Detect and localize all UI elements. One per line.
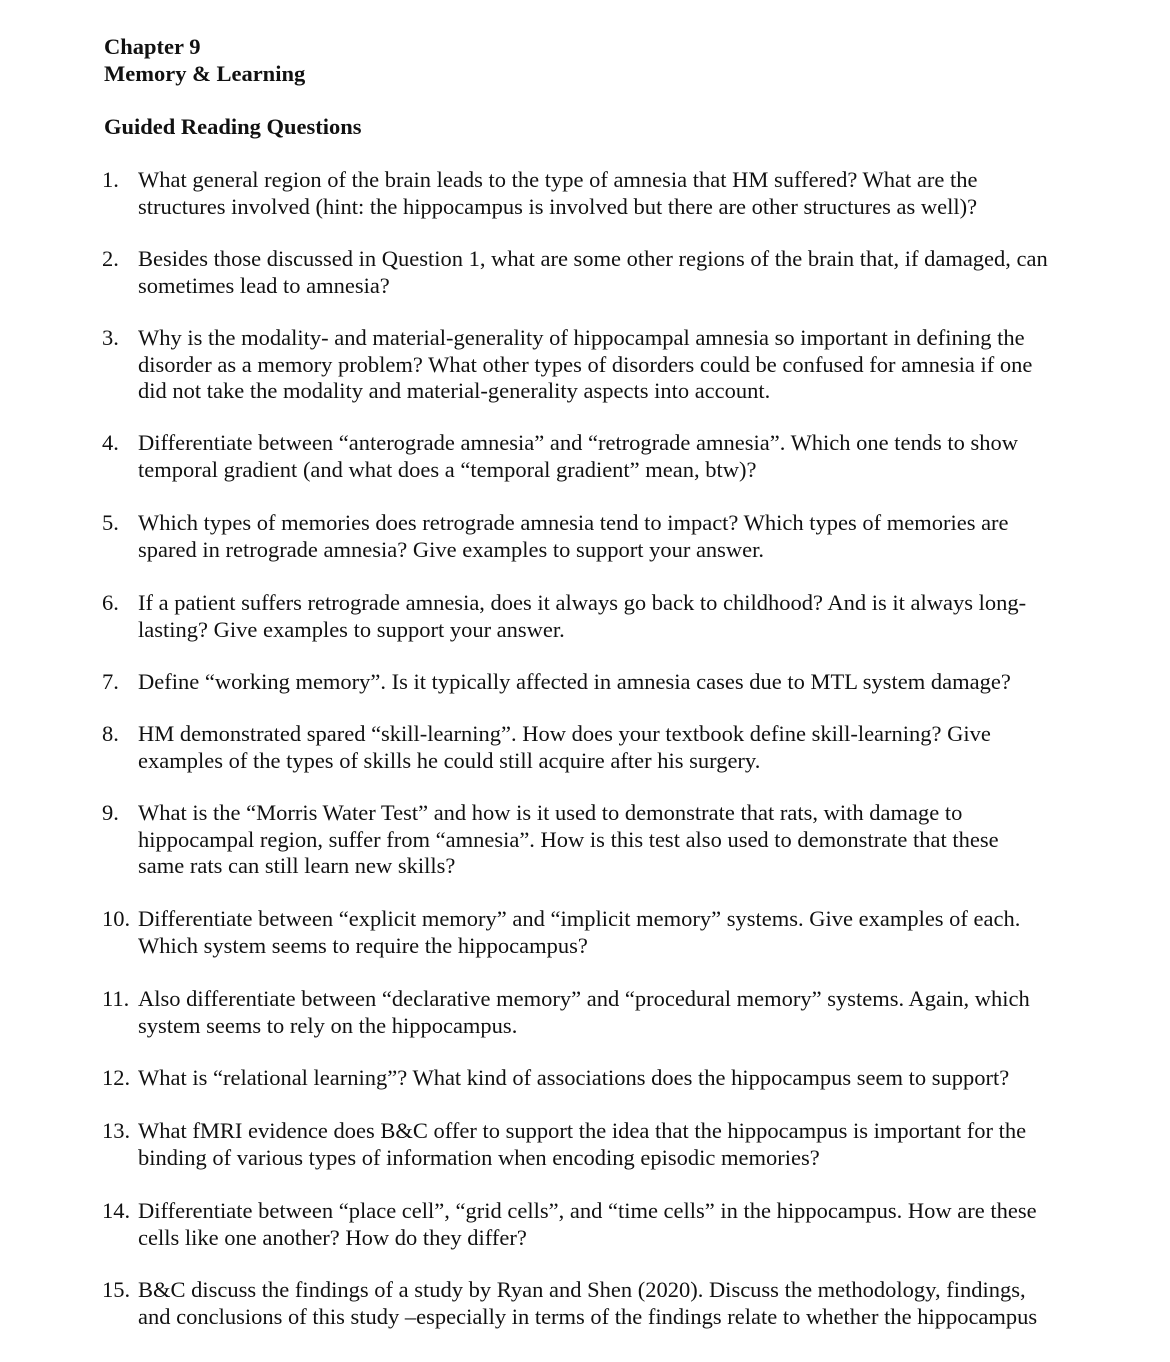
question-1: [102, 167, 1102, 220]
question-text-line: Define “working memory”. Is it typically affected in amnesia cases due to MTL system damage?: [138, 669, 1011, 694]
question-9: [102, 800, 1102, 880]
question-text-line: What is “relational learning”? What kind of associations does the hippocampus seem to support?: [138, 1065, 1010, 1090]
question-text-line: Differentiate between “anterograde amnesia” and “retrograde amnesia”. Which one tends to show: [138, 430, 1019, 455]
question-12: [102, 1065, 1102, 1092]
question-text-line: Differentiate between “place cell”, “grid cells”, and “time cells” in the hippocampus. How are these: [138, 1198, 1037, 1223]
question-text-line: disorder as a memory problem? What other types of disorders could be confused for amnesia if one: [138, 351, 1033, 377]
question-2: [102, 246, 1102, 299]
question-number: 5.: [102, 510, 119, 535]
question-text-line: cells like one another? How do they differ?: [138, 1224, 527, 1250]
question-15: [102, 1277, 1102, 1330]
question-text-line: did not take the modality and material-generality aspects into account.: [138, 378, 771, 403]
chapter-subtitle: Memory & Learning: [104, 61, 306, 86]
question-number: 7.: [102, 669, 119, 694]
question-text-line: What fMRI evidence does B&C offer to support the idea that the hippocampus is important for the: [138, 1118, 1027, 1143]
question-text-line: spared in retrograde amnesia? Give examples to support your answer.: [138, 536, 765, 562]
question-text-line: If a patient suffers retrograde amnesia, does it always go back to childhood? And is it always long-: [138, 590, 1027, 615]
question-text-line: system seems to rely on the hippocampus.: [138, 1012, 518, 1038]
question-text-line: Differentiate between “explicit memory” and “implicit memory” systems. Give examples of each.: [138, 906, 1021, 931]
question-14: [102, 1198, 1102, 1251]
question-number: 12.: [102, 1065, 131, 1090]
question-number: 4.: [102, 430, 119, 455]
question-text-line: hippocampal region, suffer from “amnesia”. How is this test also used to demonstrate that these: [138, 826, 999, 852]
question-4: [102, 430, 1102, 483]
question-text-line: Besides those discussed in Question 1, what are some other regions of the brain that, if damaged, can: [138, 246, 1048, 271]
question-text-line: Also differentiate between “declarative memory” and “procedural memory” systems. Again, which: [138, 986, 1030, 1011]
question-text-line: What is the “Morris Water Test” and how is it used to demonstrate that rats, with damage to: [138, 800, 963, 825]
question-text-line: examples of the types of skills he could still acquire after his surgery.: [138, 747, 761, 773]
question-text-line: temporal gradient (and what does a “temporal gradient” mean, btw)?: [138, 456, 757, 482]
question-text-line: lasting? Give examples to support your answer.: [138, 616, 565, 642]
question-10: [102, 906, 1102, 959]
question-text-line: and conclusions of this study –especially in terms of the findings relate to whether the hippocampus: [138, 1303, 1038, 1329]
question-6: [102, 590, 1102, 643]
question-text-line: What general region of the brain leads to the type of amnesia that HM suffered? What are the: [138, 167, 978, 192]
question-text-line: HM demonstrated spared “skill-learning”. How does your textbook define skill-learning? Give: [138, 721, 991, 746]
question-number: 8.: [102, 721, 119, 746]
question-number: 10.: [102, 906, 131, 931]
question-number: 6.: [102, 590, 119, 615]
question-number: 2.: [102, 246, 119, 271]
question-text-line: same rats can still learn new skills?: [138, 853, 456, 878]
question-3: [102, 325, 1102, 405]
question-text-line: binding of various types of information when encoding episodic memories?: [138, 1144, 820, 1170]
question-11: [102, 986, 1102, 1039]
question-text-line: B&C discuss the findings of a study by Ryan and Shen (2020). Discuss the methodology, findings,: [138, 1277, 1026, 1302]
question-text-line: structures involved (hint: the hippocampus is involved but there are other structures as well)?: [138, 193, 978, 219]
question-13: [102, 1118, 1102, 1171]
question-text-line: sometimes lead to amnesia?: [138, 272, 390, 298]
question-number: 11.: [102, 986, 130, 1011]
chapter-title: Chapter 9: [104, 34, 201, 59]
question-number: 1.: [102, 167, 119, 192]
question-7: [102, 669, 1102, 696]
question-number: 15.: [102, 1277, 131, 1302]
question-8: [102, 721, 1102, 774]
question-number: 9.: [102, 800, 119, 825]
question-5: [102, 510, 1102, 563]
question-number: 3.: [102, 325, 119, 350]
question-text-line: Which system seems to require the hippocampus?: [138, 932, 588, 958]
question-text-line: Which types of memories does retrograde amnesia tend to impact? Which types of memories are: [138, 510, 1009, 535]
question-text-line: Why is the modality- and material-generality of hippocampal amnesia so important in defining the: [138, 325, 1025, 350]
question-number: 13.: [102, 1118, 131, 1143]
section-title: Guided Reading Questions: [104, 114, 362, 139]
question-number: 14.: [102, 1198, 131, 1223]
